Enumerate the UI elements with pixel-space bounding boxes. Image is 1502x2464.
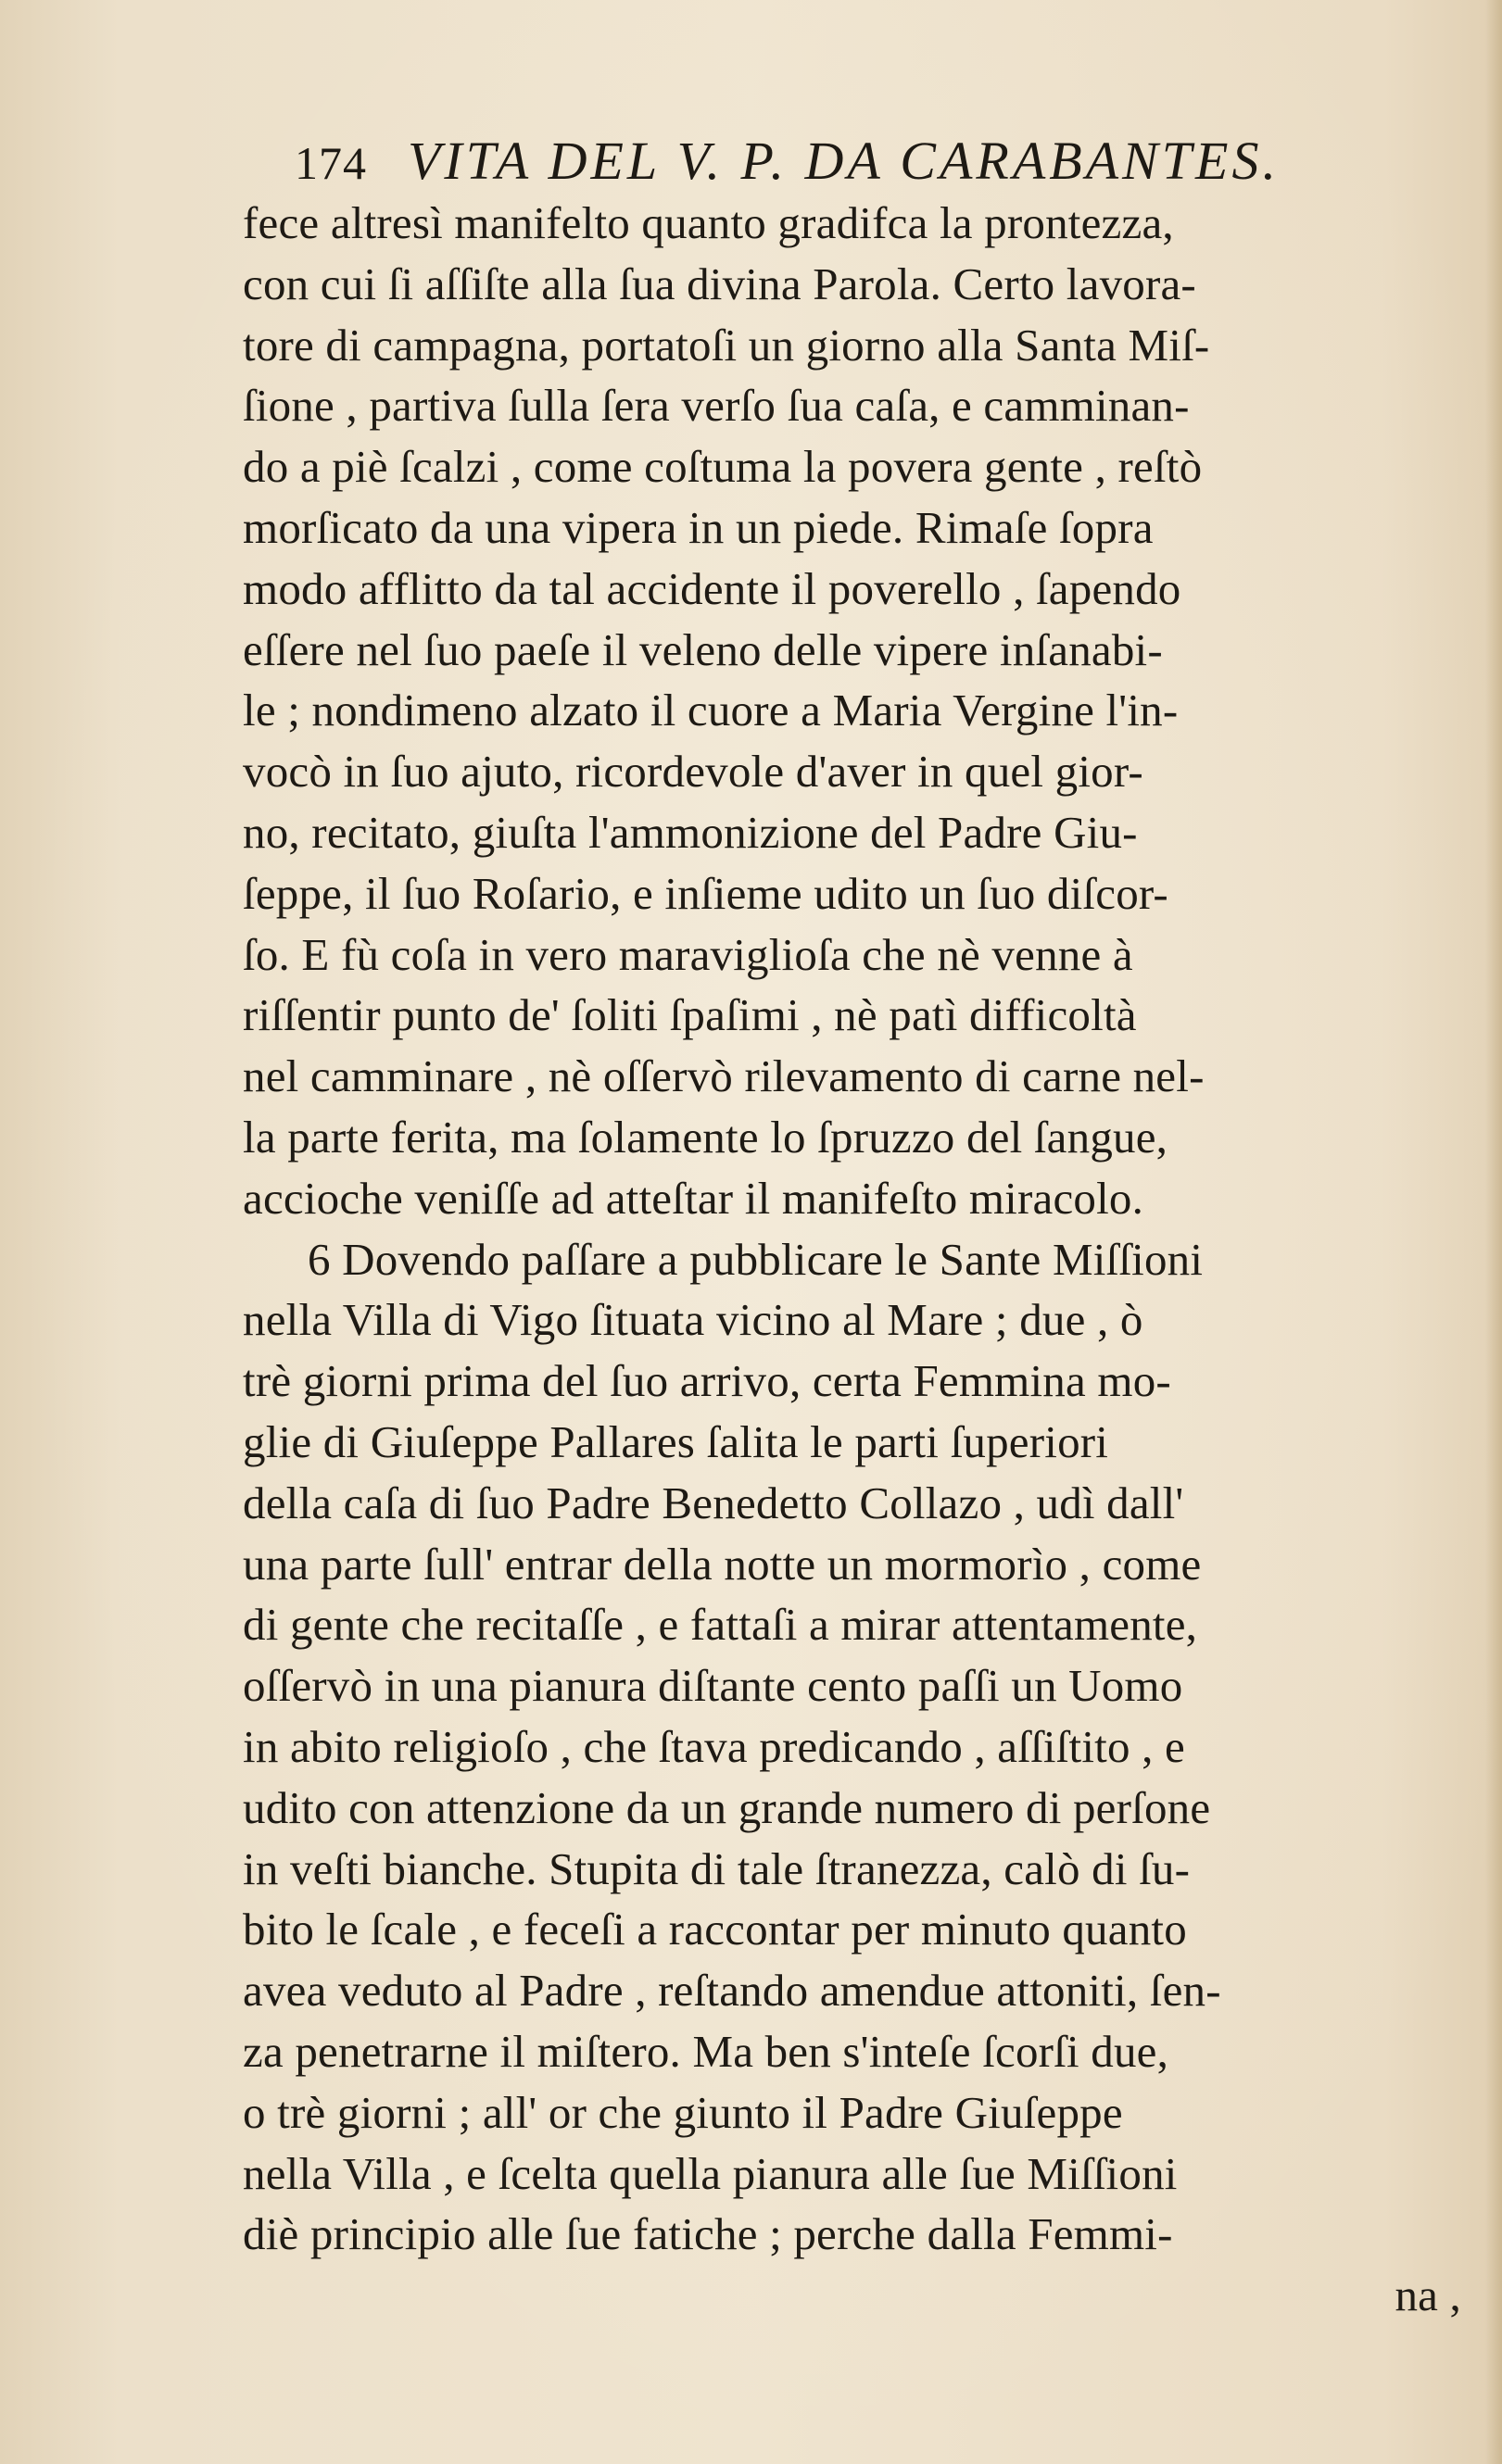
text-line: ſione , partiva ſulla ſera verſo ſua caſa, e camminan- <box>243 380 1190 432</box>
text-line: una parte ſull' entrar della notte un mormorìo , come <box>243 1538 1202 1590</box>
text-line: la parte ferita, ma ſolamente lo ſpruzzo del ſangue, <box>243 1111 1168 1163</box>
text-line: ſo. E fù coſa in vero maraviglioſa che nè venne à <box>243 928 1133 980</box>
text-line: avea veduto al Padre , reſtando amendue attoniti, ſen- <box>243 1965 1221 2017</box>
text-line: bito le ſcale , e feceſi a raccontar per minuto quanto <box>243 1904 1187 1955</box>
text-line: accioche veniſſe ad atteſtar il manifeſto miracolo. <box>243 1172 1144 1224</box>
text-line: con cui ſi aſſiſte alla ſua divina Parola. Certo lavora- <box>243 258 1196 309</box>
body-text <box>243 193 1494 2326</box>
text-line: trè giorni prima del ſuo arrivo, certa Femmina mo- <box>243 1355 1171 1407</box>
text-line: le ; nondimeno alzato il cuore a Maria Vergine l'in- <box>243 685 1179 736</box>
text-line: in abito religioſo , che ſtava predicando , aſſiſtito , e <box>243 1720 1185 1772</box>
text-line: eſſere nel ſuo paeſe il veleno delle vipere inſanabi- <box>243 623 1163 675</box>
text-line: vocò in ſuo ajuto, ricordevole d'aver in quel gior- <box>243 746 1143 798</box>
text-line: della caſa di ſuo Padre Benedetto Collazo , udì dall' <box>243 1477 1184 1528</box>
text-line: za penetrarne il miſtero. Ma ben s'inteſe ſcorſi due, <box>243 2025 1169 2077</box>
catchword: na , <box>1395 2269 1461 2321</box>
text-line: no, recitato, giuſta l'ammonizione del Padre Giu- <box>243 806 1138 858</box>
text-line: riſſentir punto de' ſoliti ſpaſimi , nè patì difficoltà <box>243 989 1137 1041</box>
text-line: ſeppe, il ſuo Roſario, e inſieme udito un ſuo diſcor- <box>243 867 1168 919</box>
text-line: di gente che recitaſſe , e fattaſi a mirar attentamente, <box>243 1599 1198 1651</box>
text-line: nella Villa , e ſcelta quella pianura alle ſue Miſſioni <box>243 2147 1178 2199</box>
text-line: do a piè ſcalzi , come coſtuma la povera gente , reſtò <box>243 441 1203 493</box>
text-line: fece altresì manifelto quanto gradifca la prontezza, <box>243 197 1174 248</box>
running-title: VITA DEL V. P. DA CARABANTES. <box>408 131 1280 191</box>
text-line: modo afflitto da tal accidente il poverello , ſapendo <box>243 562 1181 614</box>
text-line: o trè giorni ; all' or che giunto il Padre Giuſeppe <box>243 2086 1123 2138</box>
text-line: nella Villa di Vigo ſituata vicino al Mare ; due , ò <box>243 1294 1143 1346</box>
paragraph-start-line: 6 Dovendo paſſare a pubblicare le Sante Miſſioni <box>308 1233 1204 1285</box>
text-line: udito con attenzione da un grande numero di perſone <box>243 1781 1211 1833</box>
text-line: nel camminare , nè oſſervò rilevamento di carne nel- <box>243 1050 1205 1102</box>
text-line: morſicato da una vipera in un piede. Rimaſe ſopra <box>243 501 1154 553</box>
text-line: in veſti bianche. Stupita di tale ſtranezza, calò di ſu- <box>243 1842 1191 1894</box>
text-line: oſſervò in una pianura diſtante cento paſſi un Uomo <box>243 1660 1183 1712</box>
text-line: glie di Giuſeppe Pallares ſalita le parti ſuperiori <box>243 1415 1109 1467</box>
text-line: diè principio alle ſue fatiche ; perche dalla Femmi- <box>243 2208 1173 2260</box>
text-line: tore di campagna, portatoſi un giorno alla Santa Miſ- <box>243 319 1210 371</box>
page-number: 174 <box>295 137 367 189</box>
